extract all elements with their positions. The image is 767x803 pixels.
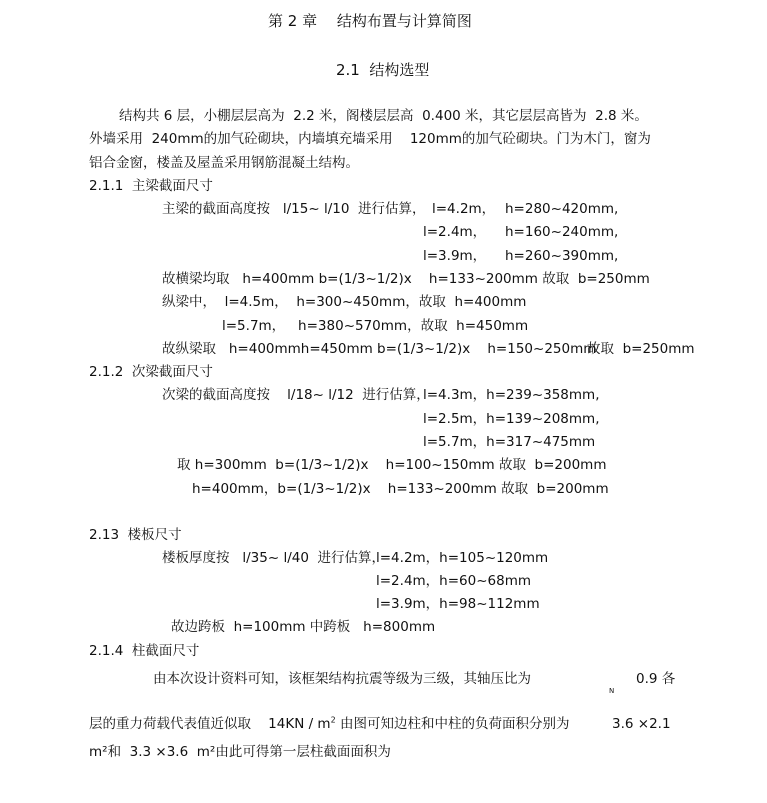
longitudinal-line-3-width: 故取 b=250mm bbox=[587, 341, 695, 357]
slab-row-3: l=3.9m，h=98~112mm bbox=[376, 596, 540, 612]
intro-line-2: 外墙采用 240mm的加气砼砌块，内墙填充墙采用 120mm的加气砼砌块。门为木门，窗为 bbox=[89, 131, 651, 147]
heading-2-1-2: 2.1.2 次梁截面尺寸 bbox=[89, 364, 213, 380]
heading-2-1-1: 2.1.1 主梁截面尺寸 bbox=[89, 178, 213, 194]
intro-line-1: 结构共 6 层，小棚层层高为 2.2 米，阁楼层层高 0.400 米，其它层层高皆为 2.8 米。 bbox=[119, 108, 648, 124]
secondary-beam-row-1: l=4.3m，h=239~358mm, bbox=[423, 387, 600, 403]
main-beam-estimate: 主梁的截面高度按 l/15~ l/10 进行估算， bbox=[162, 201, 426, 217]
slab-result: 故边跨板 h=100mm 中跨板 h=800mm bbox=[171, 619, 436, 635]
secondary-beam-row-2: l=2.5m，h=139~208mm, bbox=[423, 411, 600, 427]
secondary-beam-estimate: 次梁的截面高度按 l/18~ l/12 进行估算， bbox=[162, 387, 430, 403]
longitudinal-line-2: l=5.7m， h=380~570mm，故取 h=450mm bbox=[222, 318, 529, 334]
main-beam-h2: h=160~240mm, bbox=[505, 224, 619, 240]
column-line-1-end: 0.9 各 bbox=[636, 671, 676, 687]
column-line-1: 由本次设计资料可知，该框架结构抗震等级为三级，其轴压比为 bbox=[153, 671, 531, 687]
main-beam-h1: h=280~420mm, bbox=[505, 201, 619, 217]
section-title: 2.1 结构选型 bbox=[336, 61, 430, 79]
main-beam-l2: l=2.4m， bbox=[423, 224, 487, 240]
secondary-beam-take-1: 取 h=300mm b=(1/3~1/2)x h=100~150mm 故取 b=200mm bbox=[177, 457, 607, 473]
slab-estimate: 楼板厚度按 l/35~ l/40 进行估算， bbox=[162, 550, 386, 566]
slab-row-2: l=2.4m，h=60~68mm bbox=[376, 573, 532, 589]
column-line-3: m²和 3.3 ×3.6 m²由此可得第一层柱截面面积为 bbox=[89, 744, 391, 760]
secondary-beam-take-2: h=400mm，b=(1/3~1/2)x h=133~200mm 故取 b=200mm bbox=[192, 481, 609, 497]
main-beam-h3: h=260~390mm, bbox=[505, 248, 619, 264]
main-beam-l3: l=3.9m， bbox=[423, 248, 487, 264]
longitudinal-line-1: 纵梁中， l=4.5m， h=300~450mm，故取 h=400mm bbox=[162, 294, 527, 310]
heading-2-1-4: 2.1.4 柱截面尺寸 bbox=[89, 643, 200, 659]
axial-ratio-subscript: N bbox=[609, 687, 615, 695]
main-beam-l1: l=4.2m， bbox=[432, 201, 496, 217]
column-line-2-text: 层的重力荷载代表值近似取 14KN / m bbox=[89, 716, 331, 732]
column-line-2-area: 3.6 ×2.1 bbox=[612, 716, 671, 732]
longitudinal-line-3: 故纵梁取 h=400mmh=450mm b=(1/3~1/2)x h=150~250mm bbox=[162, 341, 597, 357]
heading-2-13: 2.13 楼板尺寸 bbox=[89, 527, 182, 543]
column-line-2 bbox=[89, 716, 569, 732]
slab-row-1: l=4.2m，h=105~120mm bbox=[376, 550, 549, 566]
secondary-beam-row-3: l=5.7m，h=317~475mm bbox=[423, 434, 596, 450]
intro-line-3: 铝合金窗，楼盖及屋盖采用钢筋混凝土结构。 bbox=[89, 155, 359, 171]
area-exponent: 2 bbox=[330, 715, 336, 725]
chapter-title: 第 2 章 结构布置与计算简图 bbox=[268, 12, 472, 30]
column-line-2-text-b: 由图可知边柱和中柱的负荷面积分别为 bbox=[335, 716, 570, 732]
transverse-beam-line: 故横梁均取 h=400mm b=(1/3~1/2)x h=133~200mm 故取 b=250mm bbox=[162, 271, 650, 287]
